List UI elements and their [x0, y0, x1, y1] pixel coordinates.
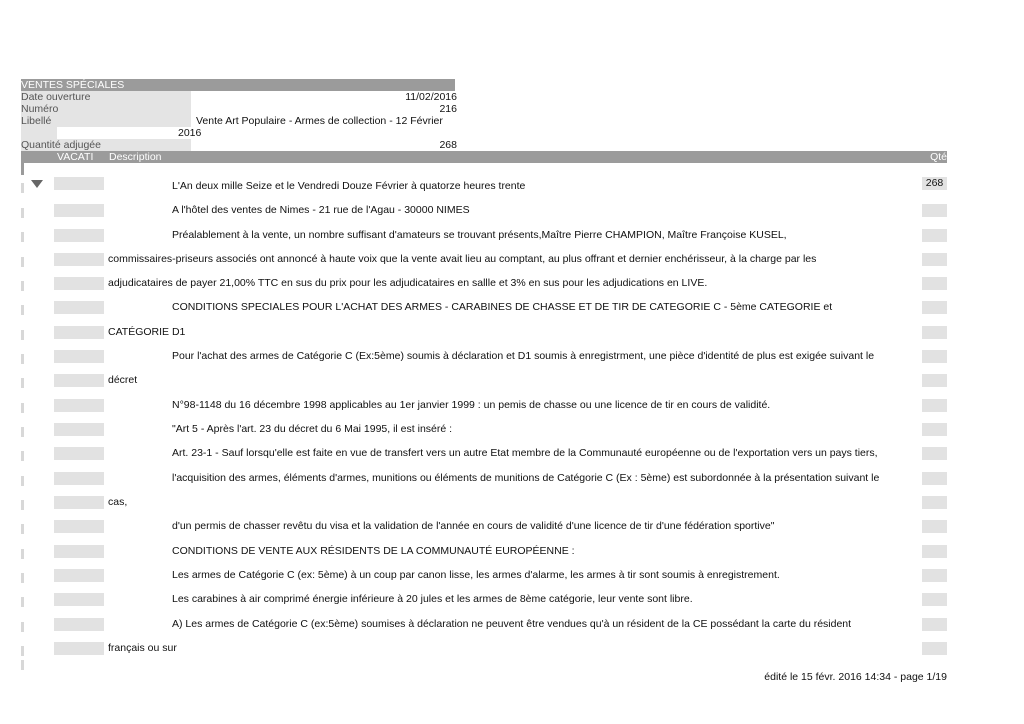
row-stripe	[21, 573, 24, 583]
vacation-cell	[54, 277, 104, 290]
row-stripe	[21, 646, 24, 656]
quantite-label-cell	[21, 139, 191, 151]
vacation-cell	[54, 374, 104, 387]
qte-cell	[922, 277, 947, 290]
vacation-cell	[54, 593, 104, 606]
qte-cell	[922, 545, 947, 558]
description-line: français ou sur	[108, 642, 177, 654]
qte-cell	[922, 326, 947, 339]
qte-cell	[922, 447, 947, 460]
qte-cell	[922, 301, 947, 314]
row-stripe	[21, 427, 24, 437]
vacation-cell	[54, 399, 104, 412]
qte-cell	[922, 520, 947, 533]
description-line: A) Les armes de Catégorie C (ex:5ème) soumises à déclaration ne peuvent être vendues qu'à un résident de la CE possédant la carte du résident	[172, 618, 852, 630]
vacation-cell	[54, 447, 104, 460]
qte-cell	[922, 618, 947, 631]
libelle-value-line2: 2016	[178, 127, 202, 139]
description-line: Préalablement à la vente, un nombre suffisant d'amateurs se trouvant présents,Maître Pierre CHAMPION, Maître Françoise KUSEL,	[172, 229, 787, 241]
quantite-value: 268	[439, 139, 457, 151]
description-line: commissaires-priseurs associés ont annoncé à haute voix que la vente avait lieu au comptant, au plus offrant et dernier enchérisseur, à la charge par les	[108, 253, 817, 265]
description-line: Art. 23-1 - Sauf lorsqu'elle est faite en vue de transfert vers un autre Etat membre de la Communauté européenne ou de l'exportation vers un pays tiers,	[172, 447, 878, 459]
libelle-value-line1: Vente Art Populaire - Armes de collection - 12 Février	[196, 115, 443, 127]
table-header-left-border	[21, 163, 24, 175]
qte-cell	[922, 569, 947, 582]
description-line: cas,	[108, 496, 128, 508]
qte-cell	[922, 374, 947, 387]
table-header-bar	[21, 151, 947, 163]
qte-cell	[922, 642, 947, 655]
vacation-cell	[54, 569, 104, 582]
row-stripe	[21, 524, 24, 534]
qte-cell: 268	[922, 177, 947, 190]
description-line: CONDITIONS SPECIALES POUR L'ACHAT DES ARMES - CARABINES DE CHASSE ET DE TIR DE CATEGORIE C - 5ème CATEGORIE et	[172, 301, 833, 313]
row-stripe	[21, 257, 24, 267]
vacation-cell	[54, 229, 104, 242]
column-header-qte: Qté	[930, 151, 947, 163]
vacation-cell	[54, 204, 104, 217]
qte-cell	[922, 229, 947, 242]
numero-value: 216	[439, 103, 457, 115]
qte-cell	[922, 399, 947, 412]
row-stripe	[21, 403, 24, 413]
vacation-cell	[54, 545, 104, 558]
row-stripe	[21, 549, 24, 559]
column-header-vacation: VACATI	[57, 151, 94, 163]
description-line: adjudicataires de payer 21,00% TTC en sus du prix pour les adjudicataires en sallle et 3% en sus pour les adjudications en LIVE.	[108, 277, 708, 289]
libelle-label-cell-2	[21, 127, 57, 139]
numero-label-cell	[21, 103, 191, 115]
row-stripe	[21, 500, 24, 510]
vacation-cell	[54, 618, 104, 631]
date-label: Date ouverture	[21, 91, 91, 103]
row-stripe	[21, 305, 24, 315]
date-value: 11/02/2016	[405, 91, 457, 103]
vacation-cell	[54, 177, 104, 190]
vacation-cell	[54, 350, 104, 363]
qte-cell	[922, 204, 947, 217]
qte-cell	[922, 423, 947, 436]
quantite-label: Quantité adjugée	[21, 139, 101, 151]
row-stripe	[21, 354, 24, 364]
page-footer: édité le 15 févr. 2016 14:34 - page 1/19	[764, 671, 947, 683]
description-line: Les carabines à air comprimé énergie inférieure à 20 jules et les armes de 8ème catégorie, leur vente sont libre.	[172, 593, 693, 605]
description-line: Les armes de Catégorie C (ex: 5ème) à un coup par canon lisse, les armes d'alarme, les armes à tir sont soumis à enregistrement.	[172, 569, 780, 581]
description-line: A l'hôtel des ventes de Nimes - 21 rue de l'Agau - 30000 NIMES	[172, 204, 470, 216]
collapse-triangle-icon[interactable]	[31, 180, 43, 188]
row-stripe	[21, 208, 24, 218]
row-stripe	[21, 451, 24, 461]
row-stripe	[21, 622, 24, 632]
qte-cell	[922, 593, 947, 606]
row-stripe	[21, 232, 24, 242]
description-line: d'un permis de chasser revêtu du visa et la validation de l'année en cours de validité d'une licence de tir d'une fédération sportive"	[172, 520, 775, 532]
vacation-cell	[54, 472, 104, 485]
description-line: Pour l'achat des armes de Catégorie C (Ex:5ème) soumis à déclaration et D1 soumis à enregistrment, une pièce d'identité de plus est exigée suivant le	[172, 350, 875, 362]
libelle-label: Libellé	[21, 115, 52, 127]
vacation-cell	[54, 301, 104, 314]
date-label-cell	[21, 91, 191, 103]
row-stripe	[21, 476, 24, 486]
qte-cell	[922, 350, 947, 363]
qte-cell	[922, 253, 947, 266]
vacation-cell	[54, 520, 104, 533]
qte-cell	[922, 496, 947, 509]
section-title: VENTES SPÉCIALES	[21, 79, 125, 91]
row-stripe	[21, 183, 24, 193]
description-line: L'An deux mille Seize et le Vendredi Douze Février à quatorze heures trente	[172, 180, 526, 192]
row-stripe	[21, 660, 24, 670]
description-line: "Art 5 - Après l'art. 23 du décret du 6 Mai 1995, il est inséré :	[172, 423, 453, 435]
qte-cell	[922, 472, 947, 485]
numero-label: Numéro	[21, 103, 59, 115]
vacation-cell	[54, 253, 104, 266]
description-line: N°98-1148 du 16 décembre 1998 applicables au 1er janvier 1999 : un pemis de chasse ou une licence de tir en cours de validité.	[172, 399, 771, 411]
vacation-cell	[54, 642, 104, 655]
vacation-cell	[54, 423, 104, 436]
description-line: décret	[108, 374, 138, 386]
row-stripe	[21, 330, 24, 340]
row-stripe	[21, 378, 24, 388]
vacation-cell	[54, 496, 104, 509]
description-line: CONDITIONS DE VENTE AUX RÉSIDENTS DE LA COMMUNAUTÉ EUROPÉENNE :	[172, 545, 575, 557]
vacation-cell	[54, 326, 104, 339]
row-stripe	[21, 281, 24, 291]
description-line: CATÉGORIE D1	[108, 326, 186, 338]
row-stripe	[21, 597, 24, 607]
column-header-description: Description	[109, 151, 162, 163]
description-line: l'acquisition des armes, éléments d'armes, munitions ou éléments de munitions de Catégorie C (Ex : 5ème) est subordonnée à la présentation suivant le	[172, 472, 880, 484]
libelle-label-cell	[21, 115, 191, 127]
section-title-bar	[21, 79, 455, 91]
